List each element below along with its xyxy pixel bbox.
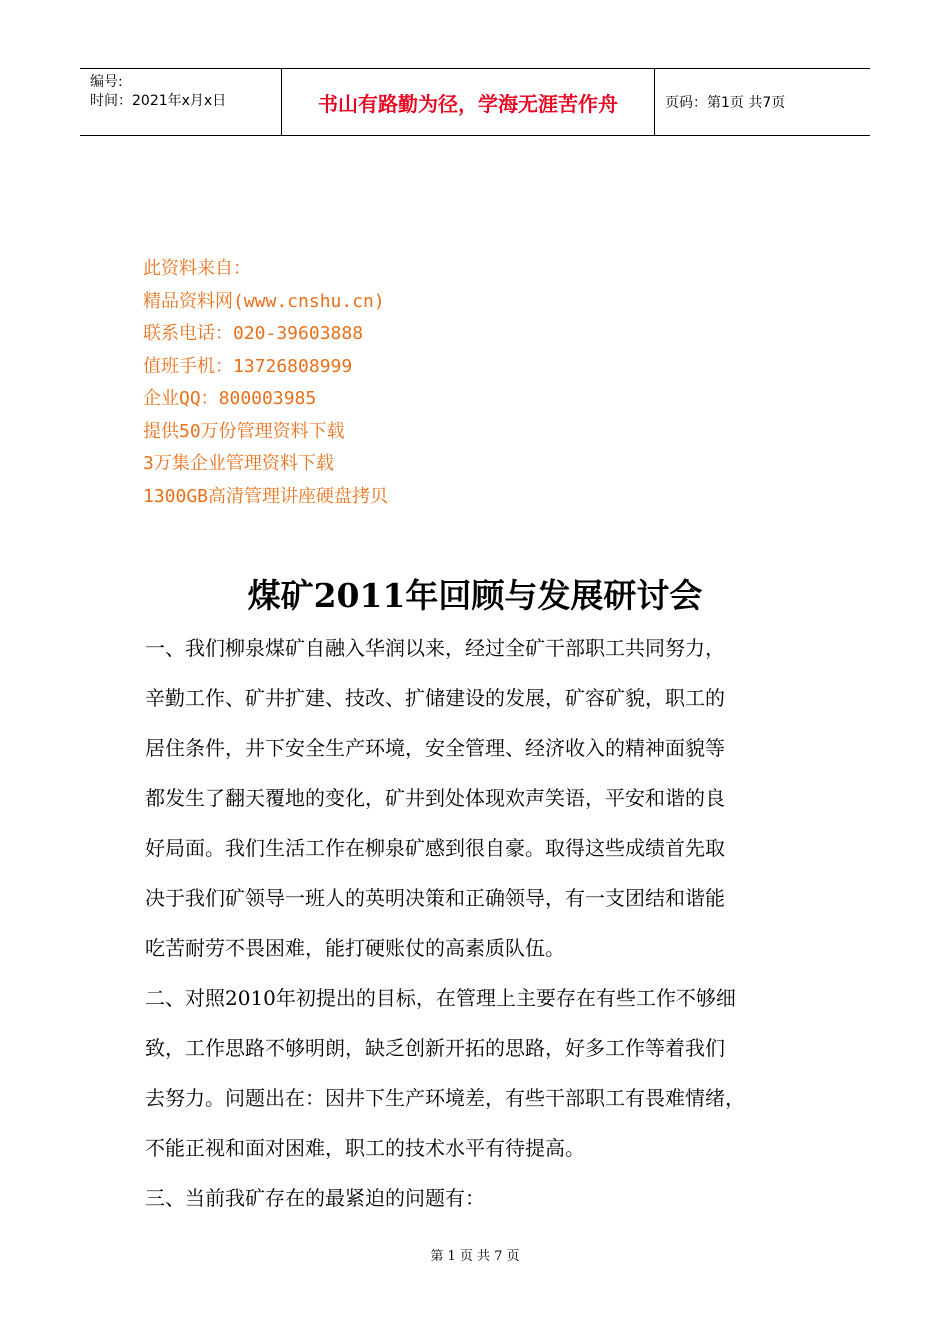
body-line: 去努力。问题出在：因井下生产环境差，有些干部职工有畏难情绪， (145, 1086, 745, 1110)
header-page-cell (655, 69, 870, 135)
document-title: 煤矿2011年回顾与发展研讨会 (247, 576, 703, 615)
document-body (145, 623, 810, 1223)
page-footer (0, 1245, 950, 1264)
source-info-block (143, 253, 388, 513)
header-number-label: 编号: (90, 74, 123, 90)
header-meta-cell (80, 69, 282, 135)
source-line: 企业QQ：800003985 (143, 388, 317, 409)
header-table (80, 68, 870, 136)
body-line: 辛勤工作、矿井扩建、技改、扩储建设的发展，矿容矿貌，职工的 (145, 686, 725, 710)
header-motto-cell (282, 69, 655, 135)
source-line: 3万集企业管理资料下载 (143, 453, 334, 474)
body-line: 决于我们矿领导一班人的英明决策和正确领导，有一支团结和谐能 (145, 886, 725, 910)
body-line: 居住条件，井下安全生产环境，安全管理、经济收入的精神面貌等 (145, 736, 725, 760)
source-line: 联系电话：020-39603888 (143, 323, 364, 344)
footer-page-number: 第 1 页 共 7 页 (430, 1249, 520, 1264)
source-line: 精品资料网(www.cnshu.cn) (143, 290, 385, 312)
body-line: 一、我们柳泉煤矿自融入华润以来，经过全矿干部职工共同努力， (145, 636, 725, 660)
body-line: 好局面。我们生活工作在柳泉矿感到很自豪。取得这些成绩首先取 (145, 836, 725, 860)
header-motto: 书山有路勤为径，学海无涯苦作舟 (318, 91, 618, 116)
source-line: 提供50万份管理资料下载 (143, 420, 345, 442)
body-line: 吃苦耐劳不畏困难，能打硬账仗的高素质队伍。 (145, 936, 565, 960)
body-line: 二、对照2010年初提出的目标，在管理上主要存在有些工作不够细 (145, 986, 736, 1010)
source-line: 1300GB高清管理讲座硬盘拷贝 (143, 485, 389, 507)
source-line: 值班手机：13726808999 (143, 355, 353, 377)
source-line: 此资料来自： (143, 258, 251, 279)
body-line: 致，工作思路不够明朗，缺乏创新开拓的思路，好多工作等着我们 (145, 1036, 725, 1060)
body-line: 不能正视和面对困难，职工的技术水平有待提高。 (145, 1136, 585, 1160)
body-line: 都发生了翻天覆地的变化，矿井到处体现欢声笑语，平安和谐的良 (145, 786, 725, 810)
header-page-info: 页码：第1页 共7页 (665, 95, 786, 111)
header-time-label: 时间：2021年x月x日 (90, 93, 227, 109)
body-line: 三、当前我矿存在的最紧迫的问题有： (145, 1186, 485, 1210)
